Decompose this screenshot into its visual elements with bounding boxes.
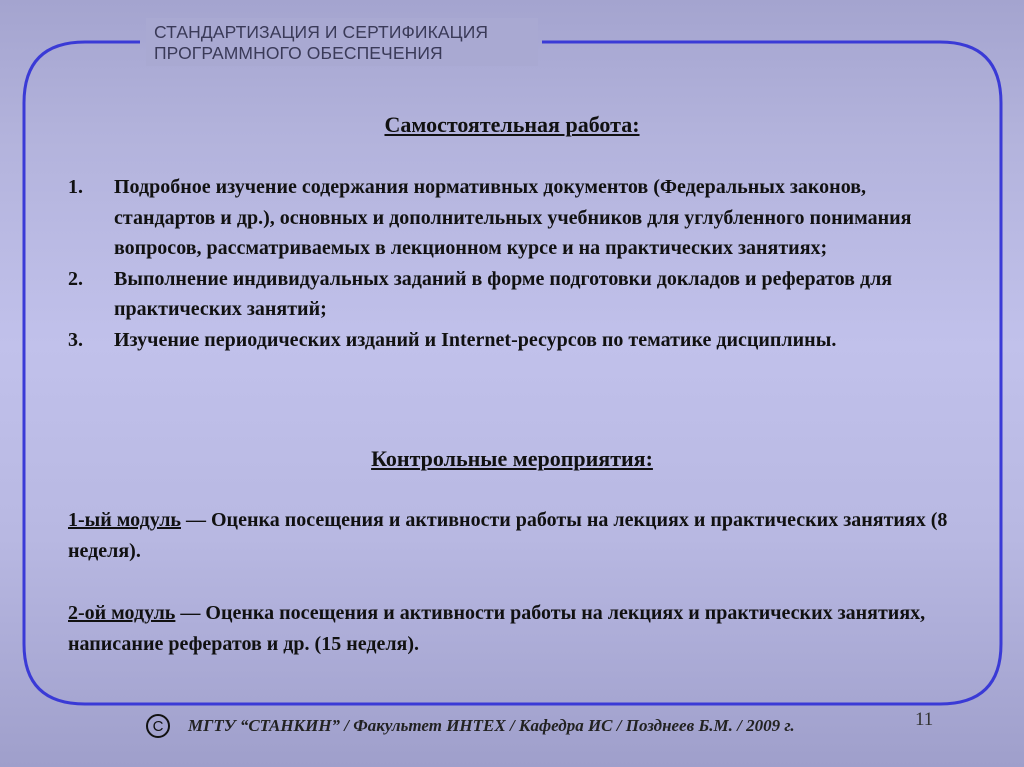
module-2-name: 2-ой модуль [68, 602, 176, 624]
page-number: 11 [915, 709, 934, 730]
independent-work-list [68, 172, 968, 355]
list-item-number: 2. [68, 267, 83, 290]
list-item-text: Изучение периодических изданий и Internet-ресурсов по тематике дисциплины. [114, 328, 837, 351]
module-2-text: — Оценка посещения и активности работы на лекциях и практических занятиях, написание рефератов и др. (15 неделя). [68, 602, 926, 655]
independent-work-title: Самостоятельная работа: [384, 112, 640, 137]
module-1-name: 1-ый модуль [68, 509, 181, 531]
slide-header [146, 18, 538, 66]
module-2-paragraph [68, 598, 968, 660]
module-1-paragraph [68, 505, 968, 567]
module-1-text: — Оценка посещения и активности работы на лекциях и практических занятиях (8 неделя). [68, 509, 948, 562]
list-item [68, 172, 968, 264]
copyright-icon: C [146, 714, 170, 738]
slide-footer [146, 711, 795, 741]
list-item-number: 3. [68, 328, 83, 351]
list-item [68, 325, 968, 356]
control-activities-title: Контрольные мероприятия: [371, 446, 653, 471]
list-item [68, 264, 968, 325]
header-title-line-2: ПРОГРАММНОГО ОБЕСПЕЧЕНИЯ [154, 43, 443, 63]
header-title-line-1: СТАНДАРТИЗАЦИЯ И СЕРТИФИКАЦИЯ [154, 22, 489, 42]
list-item-text: Выполнение индивидуальных заданий в форме подготовки докладов и рефератов для практических занятий; [114, 267, 893, 320]
list-item-number: 1. [68, 176, 83, 198]
footer-credits: МГТУ “СТАНКИН” / Факультет ИНТЕХ / Кафедра ИС / Позднеев Б.М. / 2009 г. [188, 716, 795, 735]
list-item-text: Подробное изучение содержания нормативных документов (Федеральных законов, стандартов и др.), основных и дополнительных учебников для углубленного понимания вопросов, рассматриваемых в лекционном курсе и на практических занятиях; [114, 176, 912, 259]
